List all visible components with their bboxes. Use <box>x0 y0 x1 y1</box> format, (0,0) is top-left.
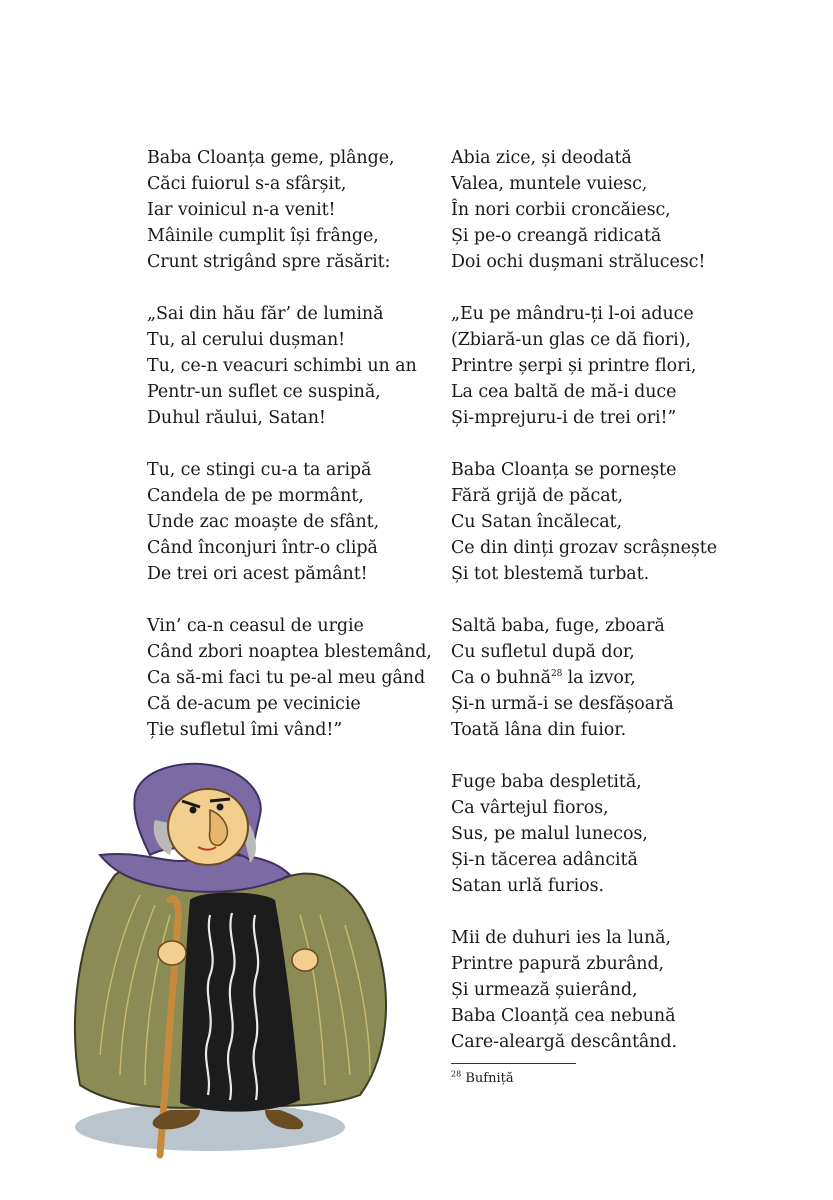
poem-line: Duhul răului, Satan! <box>147 408 326 428</box>
right-poem-column <box>451 145 771 1081</box>
ground-shadow <box>75 1103 345 1151</box>
poem-line: Ce din dinți grozav scrâșnește <box>451 538 717 558</box>
stanza <box>147 457 437 587</box>
footnote-number: 28 <box>451 1069 462 1079</box>
stanza <box>147 301 437 431</box>
poem-line: Baba Cloanță cea nebună <box>451 1006 676 1026</box>
poem-line: La cea baltă de mă-i duce <box>451 382 677 402</box>
poem-line: Iar voinicul n-a venit! <box>147 200 336 220</box>
poem-line: Baba Cloanța geme, plânge, <box>147 148 395 168</box>
poem-line: Sus, pe malul lunecos, <box>451 824 648 844</box>
poem-line: Doi ochi dușmani strălucesc! <box>451 252 706 272</box>
poem-line: Printre șerpi și printre flori, <box>451 356 697 376</box>
poem-line: Abia zice, și deodată <box>451 148 632 168</box>
stanza <box>451 301 771 431</box>
baba-cloanta-illustration <box>60 755 410 1165</box>
poem-line: Tu, al cerului dușman! <box>147 330 346 350</box>
poem-line: De trei ori acest pământ! <box>147 564 368 584</box>
poem-line: Ca o buhnă$^{28}$ la izvor, <box>451 668 636 688</box>
poem-line: Căci fuiorul s-a sfârșit, <box>147 174 347 194</box>
poem-line: (Zbiară-un glas ce dă fiori), <box>451 330 691 350</box>
poem-line: Și-n urmă-i se desfășoară <box>451 694 674 714</box>
poem-line: Care-aleargă descântând. <box>451 1032 677 1052</box>
poem-line: Că de-acum pe vecinicie <box>147 694 361 714</box>
poem-line: Cu sufletul după dor, <box>451 642 635 662</box>
poem-line: Și tot blestemă turbat. <box>451 564 650 584</box>
footnote-text: Bufniță <box>465 1071 514 1086</box>
poem-line: Ție sufletul îmi vând!” <box>147 720 343 740</box>
poem-line: Satan urlă furios. <box>451 876 604 896</box>
poem-line: Și-mprejuru-i de trei ori!” <box>451 408 677 428</box>
footnote-rule <box>451 1063 576 1064</box>
poem-line: Valea, muntele vuiesc, <box>451 174 648 194</box>
poem-line: Când zbori noaptea blestemând, <box>147 642 432 662</box>
poem-line: „Eu pe mândru-ți l-oi aduce <box>451 304 694 324</box>
poem-line: Ca să-mi faci tu pe-al meu gând <box>147 668 426 688</box>
stanza <box>451 613 771 743</box>
poem-line: Și-n tăcerea adâncită <box>451 850 638 870</box>
poem-line: Baba Cloanța se pornește <box>451 460 677 480</box>
poem-line: Tu, ce-n veacuri schimbi un an <box>147 356 417 376</box>
poem-line: Pentr-un suflet ce suspină, <box>147 382 381 402</box>
footnote-reference: 28 <box>550 669 563 680</box>
poem-line: Când înconjuri într-o clipă <box>147 538 378 558</box>
poem-line: Fuge baba despletită, <box>451 772 642 792</box>
stanza <box>147 613 437 743</box>
poem-line: Ca vârtejul fioros, <box>451 798 609 818</box>
left-eye <box>190 807 197 814</box>
poem-line: Vin’ ca-n ceasul de urgie <box>147 616 364 636</box>
poem-line: Crunt strigând spre răsărit: <box>147 252 391 272</box>
stanza <box>147 145 437 275</box>
stanza <box>451 145 771 275</box>
stanza <box>451 925 771 1055</box>
poem-line: Candela de pe mormânt, <box>147 486 364 506</box>
stanza <box>451 769 771 899</box>
left-poem-column <box>147 145 437 769</box>
poem-line: Saltă baba, fuge, zboară <box>451 616 665 636</box>
right-eye <box>217 804 224 811</box>
poem-line: Mii de duhuri ies la lună, <box>451 928 671 948</box>
poem-line: Cu Satan încălecat, <box>451 512 622 532</box>
left-hand <box>158 941 186 965</box>
poem-line: Și pe-o creangă ridicată <box>451 226 662 246</box>
poem-line: Printre papură zburând, <box>451 954 665 974</box>
poem-line: Toată lâna din fuior. <box>451 720 627 740</box>
poem-line: Tu, ce stingi cu-a ta aripă <box>147 460 372 480</box>
poem-line: Și urmează șuierând, <box>451 980 638 1000</box>
poem-line: Unde zac moaște de sfânt, <box>147 512 380 532</box>
stanza <box>451 457 771 587</box>
right-hand <box>292 949 318 971</box>
footnote <box>451 1070 514 1088</box>
poem-line: Fără grijă de păcat, <box>451 486 623 506</box>
poem-line: În nori corbii croncăiesc, <box>451 200 671 220</box>
face <box>168 789 248 865</box>
poem-line: Mâinile cumplit își frânge, <box>147 226 379 246</box>
poem-line: „Sai din hău făr’ de lumină <box>147 304 384 324</box>
